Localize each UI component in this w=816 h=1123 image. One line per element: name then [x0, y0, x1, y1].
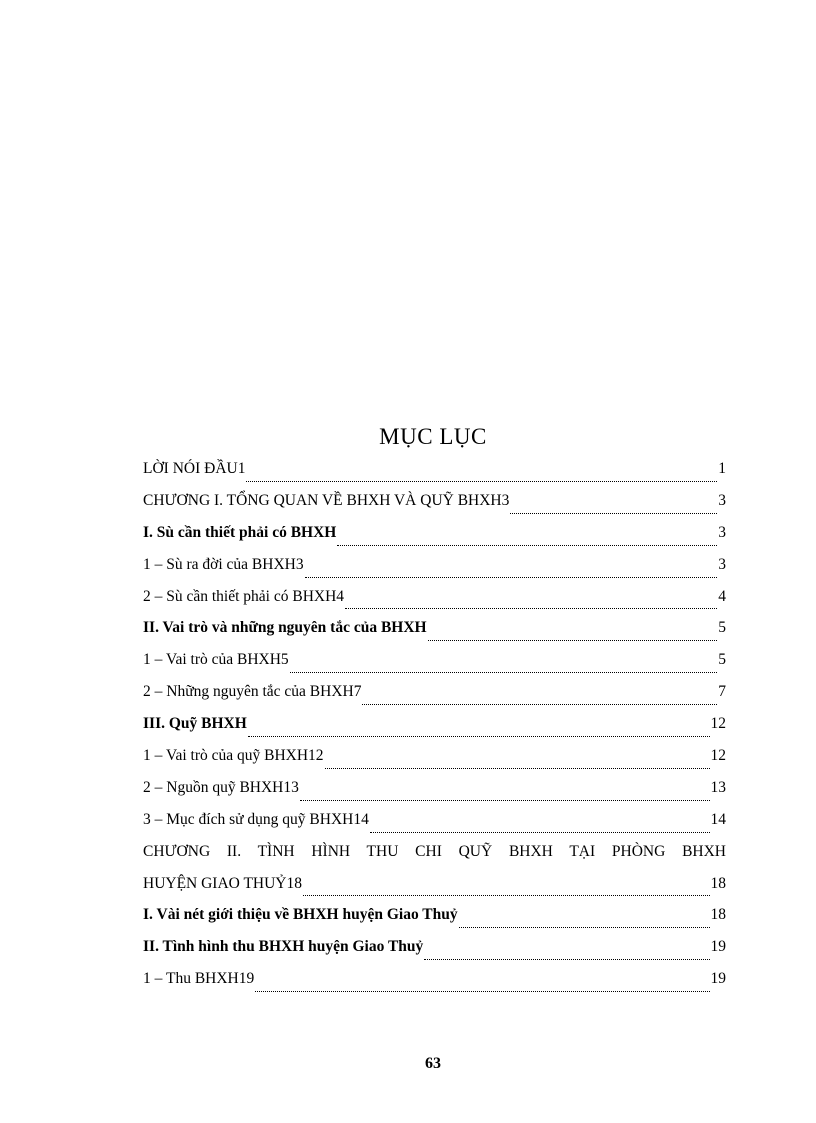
table-of-contents [143, 460, 726, 1002]
toc-chapter2-line1 [143, 843, 726, 875]
toc-leader-dots [305, 577, 718, 578]
toc-entry-text: 2 – Sù cần thiết phải có BHXH4 [143, 587, 345, 605]
toc-entry-page: 5 [718, 619, 726, 637]
toc-leader-dots [424, 959, 709, 960]
toc-entry-page: 12 [710, 747, 726, 765]
toc-entry [143, 683, 726, 715]
toc-leader-dots [290, 672, 718, 673]
toc-entry-text: LỜI NÓI ĐẦU1 [143, 460, 246, 477]
toc-entry-text: 1 – Vai trò của BHXH5 [143, 651, 289, 669]
toc-entry-text: HUYỆN GIAO THUỶ18 [143, 874, 303, 892]
toc-entry-page: 19 [710, 938, 726, 956]
toc-entry [143, 460, 726, 492]
toc-entry-page: 3 [718, 491, 726, 509]
toc-entry [143, 588, 726, 620]
toc-leader-dots [325, 768, 710, 769]
toc-entry-text: CHƯƠNG II. TÌNH HÌNH THU CHI QUỸ BHXH TẠI PHÒNG BHXH [143, 842, 726, 860]
toc-leader-dots [510, 513, 717, 514]
toc-entry-page: 1 [718, 460, 726, 477]
toc-entry [143, 524, 726, 556]
toc-entry-page: 14 [710, 810, 726, 828]
toc-chapter2-line2 [143, 875, 726, 907]
toc-entry-page: 3 [718, 523, 726, 541]
toc-entry-text: 3 – Mục đích sử dụng quỹ BHXH14 [143, 810, 369, 828]
toc-entry [143, 747, 726, 779]
toc-leader-dots [300, 800, 710, 801]
toc-entry-page: 12 [710, 715, 726, 733]
toc-entry [143, 492, 726, 524]
toc-entry-text: 2 – Những nguyên tắc của BHXH7 [143, 683, 362, 701]
toc-entry-page: 3 [718, 555, 726, 573]
toc-leader-dots [459, 927, 710, 928]
toc-entry [143, 715, 726, 747]
toc-entry-text: III. Quỹ BHXH [143, 715, 247, 733]
toc-entry [143, 619, 726, 651]
toc-entry-page: 5 [718, 651, 726, 669]
toc-entry-page: 19 [710, 970, 726, 988]
toc-entry [143, 556, 726, 588]
toc-entry-text: 2 – Nguồn quỹ BHXH13 [143, 778, 299, 796]
toc-leader-dots [345, 608, 717, 609]
page-title: MỤC LỤC [379, 424, 487, 449]
toc-leader-dots [337, 545, 717, 546]
toc-leader-dots [428, 640, 718, 641]
toc-leader-dots [255, 991, 709, 992]
toc-leader-dots [246, 481, 717, 482]
page-number: 63 [425, 1055, 441, 1072]
toc-entry-text: II. Vai trò và những nguyên tắc của BHXH [143, 619, 427, 637]
toc-entry-text: 1 – Vai trò của quỹ BHXH12 [143, 747, 324, 765]
toc-entry-text: II. Tình hình thu BHXH huyện Giao Thuỷ [143, 938, 424, 956]
toc-entry-page: 4 [718, 587, 726, 605]
toc-entry [143, 651, 726, 683]
toc-entry-text: 1 – Sù ra đời của BHXH3 [143, 555, 304, 573]
toc-entry-text: I. Vài nét giới thiệu về BHXH huyện Giao Thuỷ [143, 906, 458, 924]
toc-leader-dots [303, 895, 709, 896]
toc-entry [143, 938, 726, 970]
toc-entry [143, 906, 726, 938]
toc-entry [143, 811, 726, 843]
toc-leader-dots [370, 832, 710, 833]
toc-entry [143, 970, 726, 1002]
toc-leader-dots [248, 736, 710, 737]
toc-entry-page: 18 [710, 906, 726, 924]
toc-leader-dots [362, 704, 717, 705]
toc-entry-text: 1 – Thu BHXH19 [143, 970, 255, 988]
toc-entry-text: CHƯƠNG I. TỔNG QUAN VỀ BHXH VÀ QUỸ BHXH3 [143, 491, 510, 509]
toc-entry-page: 13 [710, 778, 726, 796]
toc-entry-page: 7 [718, 683, 726, 701]
toc-entry-text: I. Sù cần thiết phải có BHXH [143, 523, 337, 541]
toc-entry-page: 18 [710, 874, 726, 892]
toc-entry [143, 779, 726, 811]
